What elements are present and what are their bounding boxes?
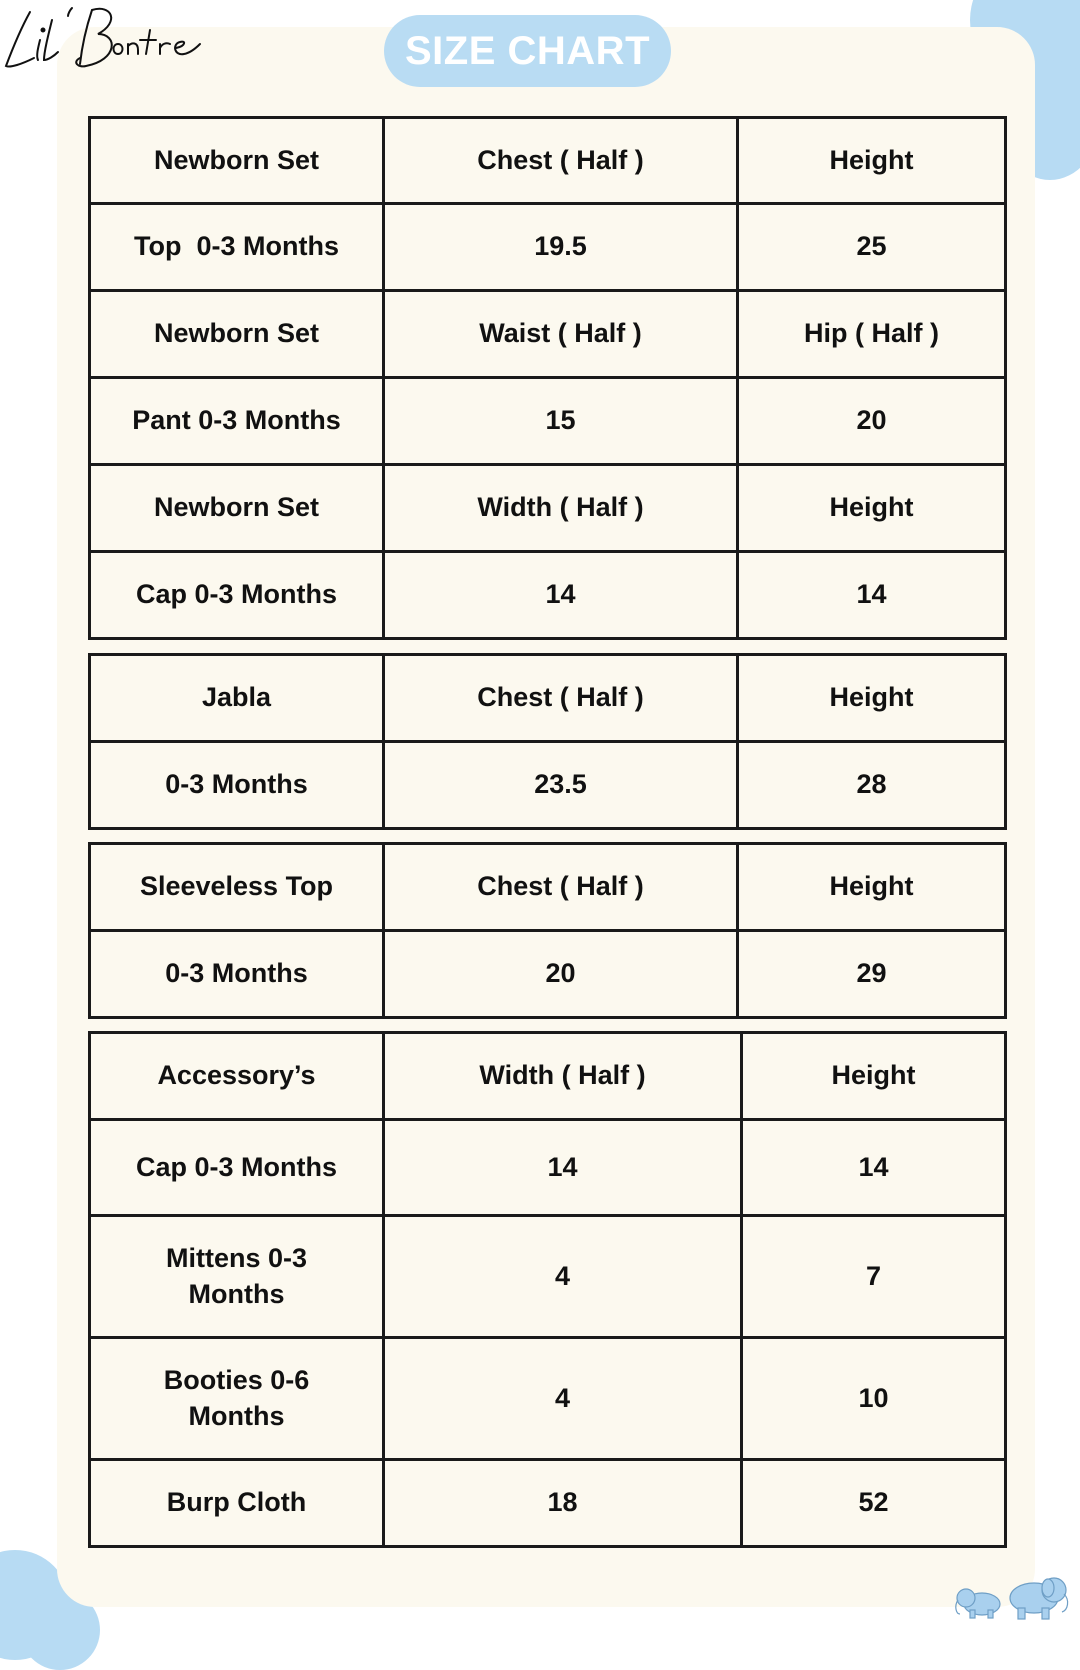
table-row [90, 465, 1006, 552]
table-cell: 14 [384, 1120, 742, 1216]
table-row [90, 118, 1006, 204]
table-row [90, 1033, 1006, 1120]
table-cell: Height [738, 655, 1006, 742]
table-cell: Height [742, 1033, 1006, 1120]
table-cell: 0-3 Months [90, 931, 384, 1018]
table-cell: Chest ( Half ) [384, 655, 738, 742]
table-cell: Cap 0-3 Months [90, 552, 384, 639]
table-row [90, 844, 1006, 931]
table-cell: 0-3 Months [90, 742, 384, 829]
table-row [90, 1460, 1006, 1547]
table-cell: Chest ( Half ) [384, 118, 738, 204]
brand-logo-icon [0, 0, 215, 80]
table-cell: Height [738, 118, 1006, 204]
table-cell: Mittens 0-3 Months [90, 1216, 384, 1338]
sleeveless-top-table [88, 842, 1007, 1019]
table-cell: 4 [384, 1216, 742, 1338]
table-cell: Cap 0-3 Months [90, 1120, 384, 1216]
page-title: SIZE CHART [405, 28, 650, 73]
table-cell: 4 [384, 1338, 742, 1460]
table-cell: Jabla [90, 655, 384, 742]
table-row [90, 1120, 1006, 1216]
table-row [90, 742, 1006, 829]
table-cell: 52 [742, 1460, 1006, 1547]
table-cell: 10 [742, 1338, 1006, 1460]
size-chart-title-pill [384, 15, 671, 87]
table-cell: Newborn Set [90, 118, 384, 204]
table-cell: 14 [738, 552, 1006, 639]
table-row [90, 552, 1006, 639]
table-row [90, 1338, 1006, 1460]
table-cell: 15 [384, 378, 738, 465]
table-cell: Height [738, 465, 1006, 552]
table-cell: 19.5 [384, 204, 738, 291]
table-cell: 14 [384, 552, 738, 639]
table-row [90, 204, 1006, 291]
table-cell: 25 [738, 204, 1006, 291]
table-cell: Width ( Half ) [384, 1033, 742, 1120]
table-cell: 14 [742, 1120, 1006, 1216]
newborn-set-table [88, 116, 1007, 640]
table-row [90, 655, 1006, 742]
table-cell: Chest ( Half ) [384, 844, 738, 931]
table-cell: 7 [742, 1216, 1006, 1338]
table-cell: 18 [384, 1460, 742, 1547]
elephant-icon [952, 1564, 1072, 1620]
table-cell: 29 [738, 931, 1006, 1018]
table-cell: Accessory’s [90, 1033, 384, 1120]
table-row [90, 291, 1006, 378]
table-row [90, 1216, 1006, 1338]
table-cell: 23.5 [384, 742, 738, 829]
table-row [90, 378, 1006, 465]
table-cell: 20 [738, 378, 1006, 465]
table-cell: Height [738, 844, 1006, 931]
table-row [90, 931, 1006, 1018]
table-cell: Waist ( Half ) [384, 291, 738, 378]
table-cell: Width ( Half ) [384, 465, 738, 552]
jabla-table [88, 653, 1007, 830]
table-cell: Pant 0-3 Months [90, 378, 384, 465]
table-cell: 28 [738, 742, 1006, 829]
table-cell: Burp Cloth [90, 1460, 384, 1547]
table-cell: Booties 0-6 Months [90, 1338, 384, 1460]
table-cell: Newborn Set [90, 291, 384, 378]
table-cell: Newborn Set [90, 465, 384, 552]
accessories-table [88, 1031, 1007, 1548]
table-cell: Top 0-3 Months [90, 204, 384, 291]
table-cell: 20 [384, 931, 738, 1018]
table-cell: Sleeveless Top [90, 844, 384, 931]
table-cell: Hip ( Half ) [738, 291, 1006, 378]
